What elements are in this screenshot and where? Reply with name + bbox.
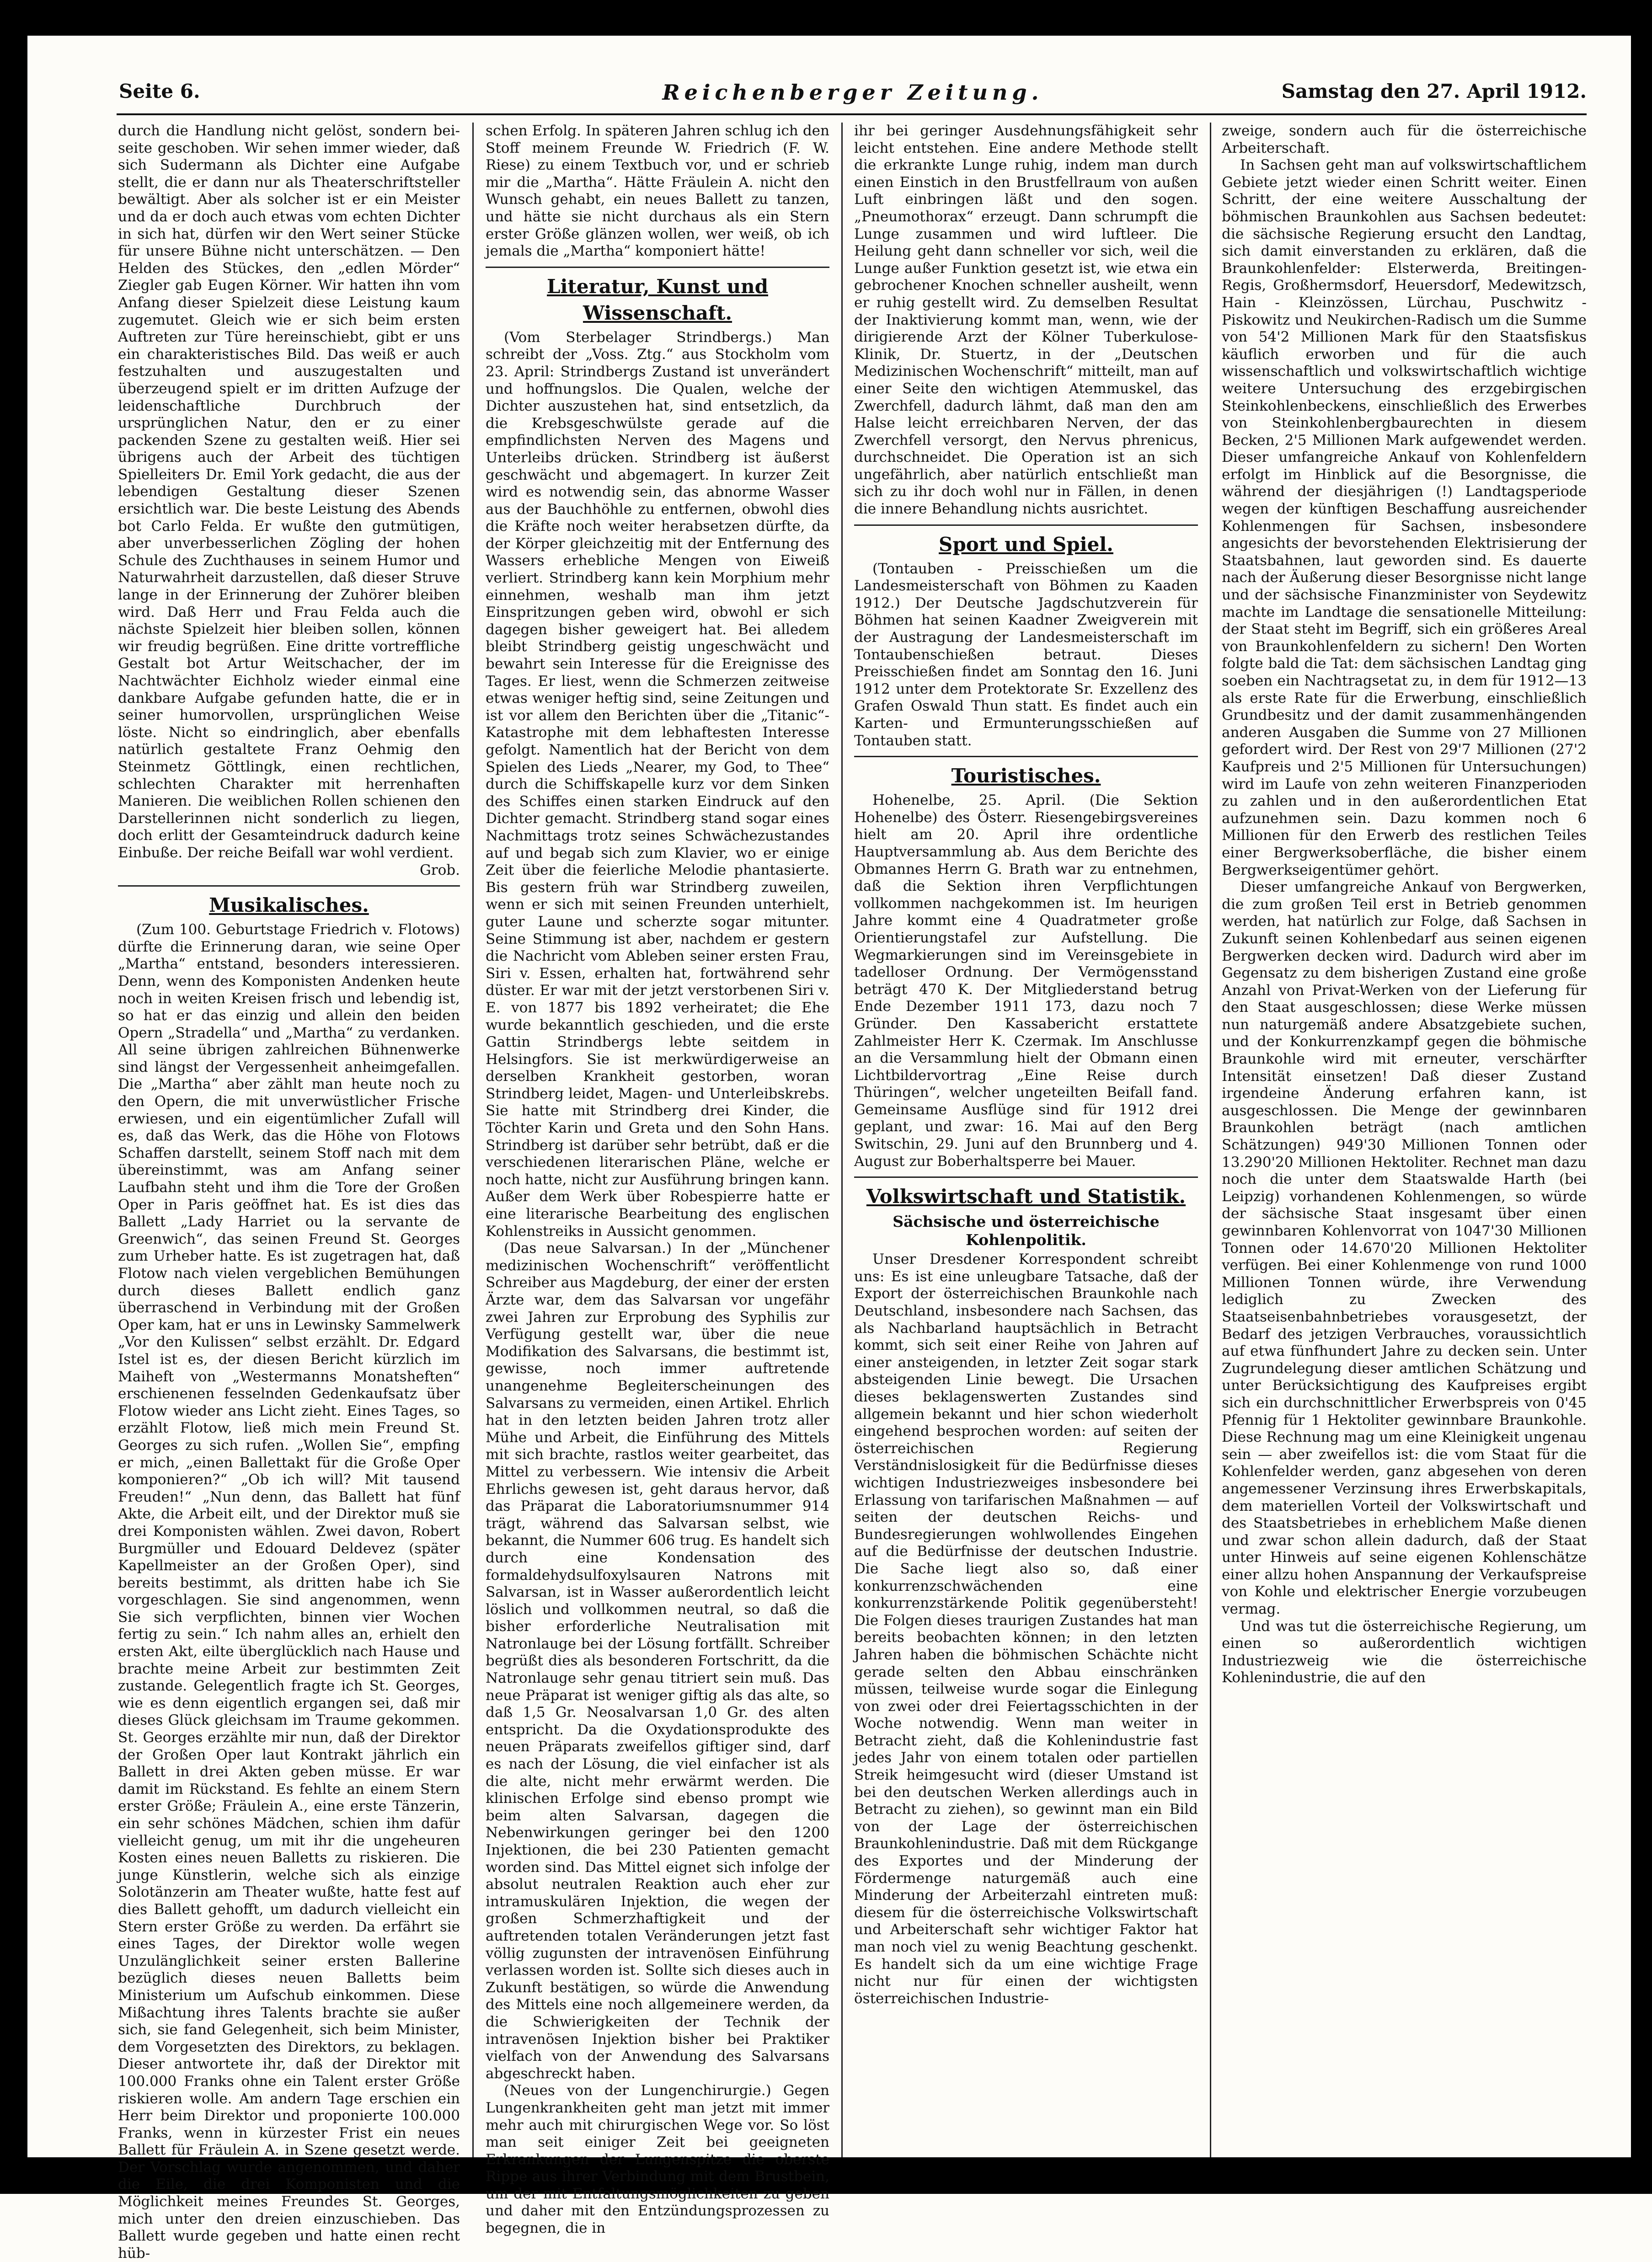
theater-review-text: durch die Handlung nicht gelöst, sondern bei- seite geschoben. Wir sehen immer wieder, daß sich Sudermann als Dichter eine Aufgabe stellt, die er dann nur als Theaterschriftsteller bewältigt. Aber als solcher ist er ein Meister und da er doch auch etwas vom echten Dichter in sich hat, dürfen wir den Wert seiner Stücke für unsere Bühne nicht unterschätzen. — Den Helden des Stückes, den „edlen Mörder“ Ziegler gab Eugen Körner. Wir hatten ihn vom Anfang dieser Spielzeit diese Leistung kaum zugemutet. Gleich wie er sich beim ersten Auftreten zur Türe hereinschiebt, gibt er uns ein charakteristisches Bild. Das weiß er auch festzuhalten und auszugestalten und überzeugend spielt er im dritten Aufzuge der leidenschaftliche Durchbruch der ursprünglichen Natur, den er zu einer packenden Szene zu gestalten weiß. Hier sei übrigens auch der Arbeit des tüchtigen Spielleiters Dr. Emil York gedacht, die aus der lebendigen Gestaltung dieser Szenen ersichtlich war. Die beste Leistung des Abends bot Carlo Felda. Er wußte den gutmütigen, aber unverbesserlichen Zögling der hohen Schule des Zuchthauses in seinem Humor und Naturwahrheit darzustellen, daß dieser Struve lange in der Erinnerung der Zuhörer bleiben wird. Daß Herr und Frau Felda auch die nächste Spielzeit hier bleiben sollen, können wir freudig begrüßen. Eine dritte vortreffliche Gestalt bot Artur Weitschacher, der im Nachtwächter Eichholz wieder einmal eine dankbare Aufgabe gefunden hatte, die er in seiner humorvollen, ursprünglichen Weise löste. Nicht so eindringlich, aber ebenfalls natürlich gestaltete Franz Oehmig den Steinmetz Göttlingk, einen rechtlichen, schlechten Charakter mit herrenhaften Manieren. Die weiblichen Rollen schienen den Darstellerinnen nicht sonderlich zu liegen, doch erlitt der Gesamteindruck dadurch keine Einbuße. Der reiche Beifall war wohl verdient.: [118, 123, 460, 861]
column-3: [854, 123, 1198, 2157]
lung-surgery-article-text: (Neues von der Lungenchirurgie.) Gegen Lungenkrankheiten geht man jetzt mit immer mehr auch mit chirurgischen Wege vor. So löst man seit einiger Zeit bei geeigneten Erkrankungen der Lungenspitze die oberste Rippe aus ihrer Verbindung mit dem Brustbein, um der mit Entfaltungsmöglichkeiten zu geben und daher mit den Entzündungsprozessen zu begegnen, die in: [486, 2082, 829, 2237]
section-heading-music: Musikalisches.: [209, 894, 369, 917]
review-signature: Grob.: [420, 861, 460, 878]
newspaper-title: Reichenberger Zeitung.: [662, 80, 1043, 105]
header-rule: [117, 113, 1587, 115]
shooting-article-text: (Tontauben - Preisschießen um die Landesmeisterschaft von Böhmen zu Kaaden 1912.) Der Deutsche Jagdschutzverein für Böhmen hat seinen Kaadner Zweigverein mit der Austragung der Landesmeisterschaft im Tontaubenschießen betraut. Dieses Preisschießen findet am Sonntag den 16. Juni 1912 unter dem Protektorate Sr. Exzellenz des Grafen Oswald Thun statt. Es findet auch ein Karten- und Ermunterungsschießen auf Tontauben statt.: [854, 560, 1198, 749]
page-header: [119, 80, 1587, 112]
section-heading-literature: Literatur, Kunst und Wissenschaft.: [547, 275, 768, 324]
coal-policy-paragraph-purchase: Dieser umfangreiche Ankauf von Bergwerken, die zum großen Teil erst in Betrieb genommen werden, hat natürlich zur Folge, daß Sachsen in Zukunft seinen Kohlenbedarf aus seinen eigenen Bergwerken decken wird. Dadurch wird aber im Gegensatz zu dem bisherigen Zustand eine große Anzahl von Privat-Werken von der Lieferung für den Staat ausgeschlossen; diese Werke müssen nun naturgemäß andere Absatzgebiete suchen, und der Konkurrenzkampf gegen die böhmische Braunkohle wird mit erneuter, verschärfter Intensität einsetzen! Daß dieser Zustand irgendeine Änderung erfahren kann, ist ausgeschlossen. Die Menge der gewinnbaren Braunkohlen beträgt (nach amtlichen Schätzungen) 949'30 Millionen Tonnen oder 13.290'20 Millionen Hektoliter. Rechnet man dazu noch die unter dem Staatswalde Harth (bei Leipzig) vorhandenen Kohlenmengen, so würde der sächsische Staat insgesamt über einen gewinnbaren Kohlenvorrat von 1047'30 Millionen Tonnen oder 14.670'20 Millionen Hektoliter verfügen. Bei einer Kohlenmenge von rund 1000 Millionen Tonnen würde, ihre Verwendung lediglich zu Zwecken des Staatseisenbahnbetriebes vorausgesetzt, der Bedarf des jetzigen Verbrauches, voraussichtlich auf etwa fünfhundert Jahre zu decken sein. Unter Zugrundelegung dieser amtlichen Schätzung und unter Berücksichtigung des Kaufpreises ergibt sich ein durchschnittlicher Erwerbspreis von 0'45 Pfennig für 1 Hektoliter gewinnbare Braunkohle. Diese Rechnung mag um eine Kleinigkeit ungenau sein — aber zweifellos ist: die vom Staat für die Kohlenfelder werden, ganz abgesehen von deren angemessener Verzinsung ihres Erwerbskapitals, dem materiellen Vorteil der Volkswirtschaft und des Staatsbetriebes in erheblichem Maße dienen und zwar schon allein dadurch, daß der Staat unter Hinweis auf seine eigenen Kohlenschätze einer allzu hohen Anspannung der Verkaufspreise von Kohle und elektrischer Energie vorzubeugen vermag.: [1222, 879, 1587, 1618]
coal-policy-article-text: Unser Dresdener Korrespondent schreibt uns: Es ist eine unleugbare Tatsache, daß der Export der österreichischen Braunkohle nach Deutschland, insbesondere nach Sachsen, das als Nachbarland hauptsächlich in Betracht kommt, sich seit einer Reihe von Jahren auf einer ansteigenden, in letzter Zeit sogar stark absteigenden Linie bewegt. Die Ursachen dieses beklagenswerten Zustandes sind allgemein bekannt und hier schon wiederholt eingehend besprochen worden: auf seiten der österreichischen Regierung Verständnislosigkeit für die Bedürfnisse dieses wichtigen Industriezweiges insbesondere bei Erlassung von tarifarischen Maßnahmen — auf seiten der deutschen Reichs- und Bundesregierungen wohlwollendes Eingehen auf die Bedürfnisse der deutschen Industrie. Die Sache liegt also so, daß einer konkurrenzschwächenden eine konkurrenzstärkende Politik gegenübersteht! Die Folgen dieses traurigen Zustandes hat man bereits beobachten können; in den letzten Jahren haben die böhmischen Schächte nicht gerade selten den Abbau einschränken müssen, teilweise wurde sogar die Einlegung von zwei oder drei Feiertagsschichten in der Woche notwendig. Wenn man weiter in Betracht zieht, daß die Kohlenindustrie fast jedes Jahr von einem totalen oder partiellen Streik heimgesucht wird (dieser Umstand ist bei den deutschen Werken allerdings auch in Betracht zu ziehen), so gewinnt man ein Bild von der Lage der österreichischen Braunkohlenindustrie. Daß mit dem Rückgange des Exportes und der Minderung der Fördermenge naturgemäß auch eine Minderung der Arbeiterzahl eintreten muß: diesem für die österreichische Volkswirtschaft und Arbeiterschaft sehr wichtiger Faktor hat man noch viel zu wenig Beachtung geschenkt. Es handelt sich da um eine wichtige Frage nicht nur für einen der wichtigsten österreichischen Industrie-: [854, 1251, 1198, 2007]
coal-policy-paragraph-austria: Und was tut die österreichische Regierung, um einen so außerordentlich wichtigen Industriezweig wie die österreichische Kohlenindustrie, die auf den: [1222, 1618, 1587, 1686]
section-heading-sport: Sport und Spiel.: [939, 533, 1113, 556]
column-2: [486, 123, 829, 2237]
hohenelbe-article-text: Hohenelbe, 25. April. (Die Sektion Hohenelbe) des Österr. Riesengebirgsvereines hielt am 20. April ihre ordentliche Hauptversammlung ab. Aus dem Berichte des Obmannes Herrn G. Brath war zu entnehmen, daß die Sektion ihren Verpflichtungen vollkommen nachgekommen ist. Im heurigen Jahre kommt eine 4 Quadratmeter große Orientierungstafel zur Aufstellung. Die Wegmarkierungen sind im Vereinsgebiete in tadelloser Ordnung. Der Vermögensstand beträgt 470 K. Der Mitgliederstand betrug Ende Dezember 1911 173, dazu noch 7 Gründer. Den Kassabericht erstattete Zahlmeister Herr K. Czermak. Im Anschlusse an die Versammlung hielt der Obmann einen Lichtbildervortrag „Eine Reise durch Thüringen“, welcher ungeteilten Beifall fand. Gemeinsame Ausflüge sind für 1912 drei geplant, und zwar: 16. Mai auf den Berg Switschin, 29. Juni auf den Brunnberg und 4. August zur Boberhaltsperre bei Mauer.: [854, 792, 1198, 1170]
column-rule: [841, 123, 843, 2157]
scan-border-top: [0, 0, 1652, 36]
salvarsan-article-text: (Das neue Salvarsan.) In der „Münchener medizinischen Wochenschrift“ veröffentlicht Schreiber aus Magdeburg, der einer der ersten Ärzte war, dem das Salvarsan vor ungefähr zwei Jahren zur Erprobung des Syphilis zur Verfügung gestellt war, über die neue Modifikation des Salvarsans, die bestimmt ist, gewisse, noch immer auftretende unangenehme Begleiterscheinungen des Salvarsans zu vermeiden, einen Artikel. Ehrlich hat in den letzten beiden Jahren trotz aller Mühe und Arbeit, die Einführung des Mittels mit sich brachte, rastlos weiter gearbeitet, das Mittel zu verbessern. Wie intensiv die Arbeit Ehrlichs gewesen ist, geht daraus hervor, daß das Präparat die Laboratoriumsnummer 914 trägt, während das Salvarsan selbst, wie bekannt, die Nummer 606 trug. Es handelt sich durch eine Kondensation des formaldehydsulfoxylsauren Natrons mit Salvarsan, ist in Wasser außerordentlich leicht löslich und vollkommen neutral, so daß die bisher erforderliche Neutralisation mit Natronlauge bei der Lösung fortfällt. Schreiber begrüßt dies als besonderen Fortschritt, da die Natronlauge sehr genau titriert sein muß. Das neue Präparat ist weniger giftig als das alte, so daß 1,5 Gr. Neosalvarsan 1,0 Gr. des alten entspricht. Da die Oxydationsprodukte des neuen Präparats zweifellos giftiger sind, darf es nach der Lösung, die viel einfacher ist als die alte, nicht mehr erwärmt werden. Die klinischen Erfolge sind ebenso prompt wie beim alten Salvarsan, dagegen die Nebenwirkungen geringer bei den 1200 Injektionen, die bei 230 Patienten gemacht worden sind. Das Mittel eignet sich infolge der absolut neutralen Reaktion auch eher zur intramuskulären Injektion, die wegen der großen Schmerzhaftigkeit und der auftretenden totalen Veränderungen jetzt fast völlig zugunsten der intravenösen Einführung verlassen worden ist. Sollte sich dieses auch in Zukunft bestätigen, so würde die Anwendung des Mittels eine noch allgemeinere werden, da die Schwierigkeiten der Technik der intravenösen Injektion bisher bei Praktiker vielfach von der Anwendung des Salvarsans abgeschreckt haben.: [486, 1240, 829, 2082]
coal-policy-article-continued: zweige, sondern auch für die österreichische Arbeiterschaft.: [1222, 123, 1587, 156]
scan-border-left: [0, 0, 27, 2194]
section-divider: [854, 756, 1198, 757]
section-heading-economy: Volkswirtschaft und Statistik.: [866, 1185, 1186, 1208]
lung-surgery-article-continued: ihr bei geringer Ausdehnungsfähigkeit sehr leicht entstehen. Eine andere Methode stellt die erkrankte Lunge ruhig, indem man durch einen Einstich in den Brustfellraum von außen Luft einbringen läßt und den sogen. „Pneumothorax“ erzeugt. Dann schrumpft die Lunge zusammen und wird luftleer. Die Heilung geht dann schneller vor sich, weil die Lunge außer Funktion gesetzt ist, wie etwa ein gebrochener Knochen schneller ausheilt, wenn er ruhig gestellt wird. Zu demselben Resultat der Inaktivierung kommt man, wenn, wie der dirigierende Arzt der Kölner Tuberkulose-Klinik, Dr. Stuertz, in der „Deutschen Medizinischen Wochenschrift“ mitteilt, man auf einer Seite den wichtigen Atemmuskel, das Zwerchfell, dadurch lähmt, daß man den am Halse leicht erreichbaren Nerven, der das Zwerchfell versorgt, den Nervus phrenicus, durchschneidet. Die Operation ist an sich ungefährlich, aber natürlich entschließt man sich zu ihr doch wohl nur in Fällen, in denen die innere Behandlung nichts ausrichtet.: [854, 123, 1198, 518]
strindberg-article-text: (Vom Sterbelager Strindbergs.) Man schreibt der „Voss. Ztg.“ aus Stockholm vom 23. April: Strindbergs Zustand ist unverändert und hoffnungslos. Die Qualen, welche der Dichter auszustehen hat, sind entsetzlich, da die Krebsgeschwülste gerade auf die empfindlichsten Nerven des Magens und Unterleibs drücken. Strindberg ist äußerst geschwächt und abgemagert. In kurzer Zeit wird es notwendig sein, das abnorme Wasser aus der Bauchhöhle zu entfernen, obwohl dies die Kräfte noch weiter herabsetzen dürfte, da der Körper gleichzeitig mit der Entfernung des Wassers erhebliche Mengen von Eiweiß verliert. Strindberg kann kein Morphium mehr einnehmen, weshalb man ihm jetzt Einspritzungen geben wird, obwohl er sich dagegen bisher geweigert hat. Bei alledem bleibt Strindberg geistig ungeschwächt und bewahrt sein Interesse für die Ereignisse des Tages. Er liest, wenn die Schmerzen zeitweise etwas weniger heftig sind, seine Zeitungen und ist vor allem den Berichten über die „Titanic“-Katastrophe mit dem lebhaftesten Interesse gefolgt. Namentlich hat der Bericht von dem Spielen des Lieds „Nearer, my God, to Thee“ durch die Schiffskapelle kurz vor dem Sinken des Schiffes einen starken Eindruck auf den Dichter gemacht. Strindberg stand sogar eines Nachmittags trotz seines Schwächezustandes auf und begab sich zum Klavier, wo er einige Zeit über die feierliche Melodie phantasierte. Bis gestern früh war Strindberg zuweilen, wenn er sich mit seinen Freunden unterhielt, guter Laune und scherzte sogar mitunter. Seine Stimmung ist aber, nachdem er gestern die Nachricht vom Ableben seiner ersten Frau, Siri v. Essen, erhalten hat, fortwährend sehr düster. Er war mit der jetzt verstorbenen Siri v. E. von 1877 bis 1892 verheiratet; die Ehe wurde bekanntlich geschieden, und die erste Gattin Strindbergs lebte seitdem in Helsingfors. Sie ist merkwürdigerweise an derselben Krankheit gestorben, woran Strindberg leidet, Magen- und Unterleibskrebs. Sie hatte mit Strindberg drei Kinder, die Töchter Karin und Greta und den Sohn Hans. Strindberg ist darüber sehr betrübt, daß er die verschiedenen literarischen Pläne, welche er noch hatte, nicht zur Ausführung bringen kann. Außer dem Werk über Robespierre hatte er eine literarische Bearbeitung des englischen Kohlenstreiks in Aussicht genommen.: [486, 329, 829, 1240]
section-divider: [118, 885, 460, 887]
column-1: [118, 123, 460, 2262]
column-4: [1222, 123, 1587, 2157]
section-divider: [486, 267, 829, 268]
column-rule: [1210, 123, 1211, 2157]
coal-policy-paragraph-saxony: In Sachsen geht man auf volkswirtschaftlichem Gebiete jetzt wieder einen Schritt weiter. Einen Schritt, der eine weitere Ausschaltung der böhmischen Braunkohlen aus Sachsen bedeutet: die sächsische Regierung ersucht den Landtag, sich damit einverstanden zu erklären, daß die Braunkohlenfelder: Elsterwerda, Breitingen-Regis, Großhermsdorf, Heuersdorf, Medewitzsch, Hain - Kleinzössen, Lürchau, Puschwitz - Piskowitz und Neukirchen-Radisch um die Summe von 54'2 Millionen Mark für den Staatsfiskus käuflich erworben und für die auch wissenschaftlich und volkswirtschaftlich wichtige weitere Untersuchung des erzgebirgischen Steinkohlenbeckens, einschließlich des Erwerbes von Steinkohlenbergbaurechten in diesem Becken, 2'5 Millionen Mark aufgewendet werden. Dieser umfangreiche Ankauf von Kohlenfeldern erfolgt im Hinblick auf die Besorgnisse, die während der diesjährigen (!) Landtagsperiode wegen der künftigen Beschaffung ausreichender Kohlenmengen für Sachsen, insbesondere angesichts der bevorstehenden Elektrisierung der Staatsbahnen, laut geworden sind. Es dauerte nach der Äußerung dieser Besorgnisse nicht lange und der sächsische Finanzminister von Seydewitz machte im Landtage die sensationelle Mitteilung: der Staat steht im Begriff, sich ein größeres Areal von Braunkohlenfeldern zu sichern! Den Worten folgte bald die Tat: dem sächsischen Landtag ging soeben ein Nachtragsetat zu, in dem für 1912—13 als erste Rate für die Erwerbung, einschließlich Grundbesitz und der damit zusammenhängenden anderen Ausgaben die Summe von 27 Millionen gefordert wird. Der Rest von 29'7 Millionen (27'2 Kaufpreis und 2'5 Millionen für Untersuchungen) wird im Laufe von zehn weiteren Finanzperioden zu zahlen und in den außerordentlichen Etat aufzunehmen sein. Dazu kommen noch 6 Millionen für den Erwerb des restlichen Teiles einer Bergwerksoberfläche, die bisher einem Bergwerkseigentümer gehört.: [1222, 157, 1587, 878]
issue-date: Samstag den 27. April 1912.: [1281, 80, 1587, 102]
page-number: Seite 6.: [119, 80, 200, 102]
section-divider: [854, 524, 1198, 526]
scan-border-right: [1631, 0, 1652, 2194]
column-rule: [472, 123, 474, 2157]
section-divider: [854, 1176, 1198, 1178]
flotow-article-continued: schen Erfolg. In späteren Jahren schlug ich den Stoff meinem Freunde W. Friedrich (F. W. Riese) zu einem Textbuch vor, und er schrieb mir die „Martha“. Hätte Fräulein A. nicht den Wunsch gehabt, ein neues Ballett zu tanzen, und hätte sie nicht durchaus als ein Stern erster Größe glänzen wollen, wer weiß, ob ich jemals die „Martha“ komponiert hätte!: [486, 123, 829, 260]
section-heading-tourism: Touristisches.: [951, 765, 1101, 787]
article-subheading-coal-policy: Sächsische und österreichische Kohlenpolitik.: [893, 1213, 1160, 1249]
flotow-article-text: (Zum 100. Geburtstage Friedrich v. Flotows) dürfte die Erinnerung daran, wie seine Oper „Martha“ entstand, besonders interessieren. Denn, wenn des Komponisten Andenken heute noch in weiten Kreisen frisch und lebendig ist, so hat er das einzig und allein den beiden Opern „Stradella“ und „Martha“ zu verdanken. All seine übrigen zahlreichen Bühnenwerke sind längst der Vergessenheit anheimgefallen. Die „Martha“ aber zählt man heute noch zu den Opern, die mit unverwüstlicher Frische erwiesen, und ein eigentümlicher Zufall will es, daß das Werk, das die Höhe von Flotows Schaffen darstellt, seinem Stoff nach mit dem übereinstimmt, was am Anfang seiner Laufbahn steht und ihm die Tore der Großen Oper in Paris geöffnet hat. Es ist dies das Ballett „Lady Harriet ou la servante de Greenwich“, das seinen Freund St. Georges zum Urheber hatte. Es ist zugetragen hat, daß Flotow nach vielen vergeblichen Bemühungen durch dieses Ballett endlich ganz überraschend in Verbindung mit der Großen Oper kam, hat er uns in Lewinsky Sammelwerk „Vor den Kulissen“ selbst erzählt. Dr. Edgard Istel ist es, der diesen Bericht kürzlich im Maiheft von „Westermanns Monatsheften“ erschienenen fesselnden Gedenkaufsatz über Flotow wieder ans Licht zieht. Eines Tages, so erzählt Flotow, ließ mich mein Freund St. Georges zu sich rufen. „Wollen Sie“, empfing er mich, „einen Ballettakt für die Große Oper komponieren?“ „Ob ich will? Mit tausend Freuden!“ „Nun denn, das Ballett hat fünf Akte, die Arbeit eilt, und der Direktor muß sie drei Komponisten wählen. Zwei davon, Robert Burgmüller und Edouard Deldevez (später Kapellmeister an der Großen Oper), sind bereits bestimmt, als dritten habe ich Sie vorgeschlagen. Sie sind angenommen, wenn Sie sich verpflichten, binnen vier Wochen fertig zu sein.“ Ich nahm alles an, erhielt den ersten Akt, eilte überglücklich nach Hause und brachte meine Arbeit zur bestimmten Zeit zustande. Gelegentlich fragte ich St. Georges, wie es denn eigentlich ergangen sei, daß mir dieses Glück gleichsam im Traume gekommen. St. Georges erzählte mir nun, daß der Direktor der Großen Oper laut Kontrakt jährlich ein Ballett in drei Akten geben müsse. Er war damit im Rückstand. Es fehlte an einem Stern erster Größe; Fräulein A., eine erste Tänzerin, ein sehr schönes Mädchen, schien ihm dafür vielleicht genug, um mit ihr die ungeheuren Kosten eines neuen Balletts zu riskieren. Die junge Künstlerin, welche sich als einzige Solotänzerin am Theater wußte, hatte fest auf dies Ballett gehofft, um dadurch vielleicht ein Stern erster Größe zu werden. Da erfährt sie eines Tages, der Direktor wolle wegen Unzulänglichkeit seiner ersten Ballerine bezüglich dieses neuen Balletts beim Ministerium um Aufschub einkommen. Diese Mißachtung ihres Talents brachte sie außer sich, sie fand Gelegenheit, sich beim Minister, dem Vorgesetzten des Direktors, zu beklagen. Dieser antwortete ihr, daß der Direktor mit 100.000 Franks ohne ein Talent erster Größe riskieren wolle. Am andern Tage erschien ein Herr beim Direktor und proponierte 100.000 Franks, wenn in kürzester Frist ein neues Ballett für Fräulein A. in Szene gesetzt werde. Der Vorschlag wurde angenommen, und daher die Eile, die drei Komponisten und die Möglichkeit meines Freundes St. Georges, mich unter den dreien einzuschieben. Das Ballett wurde gegeben und hatte einen recht hüb-: [118, 921, 460, 2262]
